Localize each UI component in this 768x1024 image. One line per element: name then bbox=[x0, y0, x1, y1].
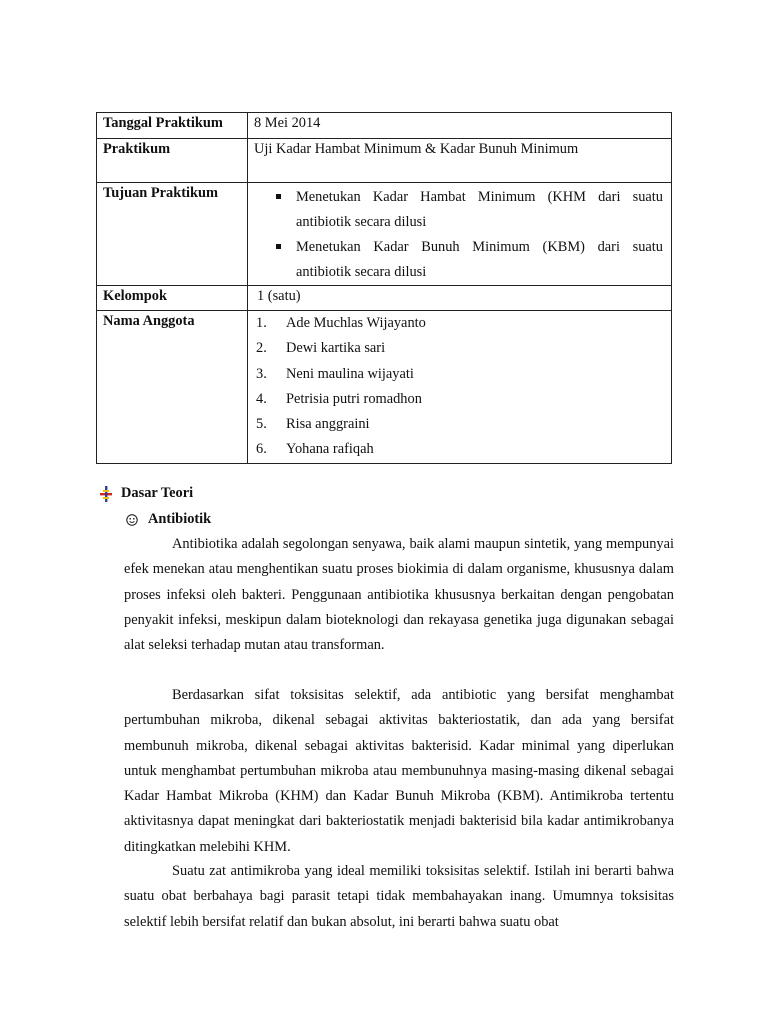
smiley-icon bbox=[126, 514, 138, 526]
tujuan-item-text: Menetukan Kadar Bunuh Minimum (KBM) dari suatu antibiotik secara dilusi bbox=[296, 239, 663, 280]
member-name: Petrisia putri romadhon bbox=[286, 390, 422, 407]
member-number: 4. bbox=[256, 390, 267, 407]
subsection-heading bbox=[126, 511, 211, 528]
member-name: Ade Muchlas Wijayanto bbox=[286, 315, 426, 331]
list-item bbox=[256, 362, 663, 387]
praktikum-value: Uji Kadar Hambat Minimum & Kadar Bunuh Minimum bbox=[248, 139, 672, 183]
square-bullet-icon bbox=[276, 194, 281, 199]
section-heading-text: Dasar Teori bbox=[121, 485, 194, 501]
member-name: Yohana rafiqah bbox=[286, 441, 374, 458]
square-bullet-icon bbox=[276, 244, 281, 249]
member-number: 6. bbox=[256, 441, 267, 458]
kelompok-label: Kelompok bbox=[97, 286, 248, 311]
member-name: Neni maulina wijayati bbox=[286, 365, 414, 382]
table-row-anggota bbox=[97, 311, 672, 464]
member-number: 5. bbox=[256, 416, 267, 433]
tanggal-label: Tanggal Praktikum bbox=[97, 113, 248, 139]
table-row-tanggal bbox=[97, 113, 672, 139]
tujuan-item-text: Menetukan Kadar Hambat Minimum (KHM dari suatu antibiotik secara dilusi bbox=[296, 189, 663, 230]
tujuan-item bbox=[254, 185, 663, 235]
tujuan-item bbox=[254, 235, 663, 285]
member-name: Risa anggraini bbox=[286, 416, 370, 433]
member-number: 1. bbox=[256, 315, 267, 331]
tujuan-list bbox=[254, 185, 663, 285]
list-item bbox=[256, 412, 663, 437]
anggota-value bbox=[248, 311, 672, 464]
paragraph-3 bbox=[124, 859, 674, 935]
praktikum-info-table bbox=[96, 112, 672, 464]
table-row-kelompok bbox=[97, 286, 672, 311]
paragraph-2 bbox=[124, 683, 674, 860]
table-row-tujuan bbox=[97, 183, 672, 286]
section-heading bbox=[100, 485, 193, 502]
list-item bbox=[256, 387, 663, 412]
anggota-label: Nama Anggota bbox=[97, 311, 248, 464]
tujuan-value bbox=[248, 183, 672, 286]
tanggal-value: 8 Mei 2014 bbox=[248, 113, 672, 139]
member-name: Dewi kartika sari bbox=[286, 340, 386, 357]
table-row-praktikum bbox=[97, 139, 672, 183]
list-item bbox=[256, 437, 663, 462]
tujuan-label: Tujuan Praktikum bbox=[97, 183, 248, 286]
member-number: 2. bbox=[256, 340, 267, 357]
list-item bbox=[256, 311, 663, 336]
member-number: 3. bbox=[256, 365, 267, 382]
anggota-list bbox=[256, 311, 663, 463]
subsection-heading-text: Antibiotik bbox=[148, 511, 212, 527]
paragraph-text: Suatu zat antimikroba yang ideal memiliki toksisitas selektif. Istilah ini berarti bahwa suatu obat berbahaya bagi parasit tetapi tidak membahayakan inang. Umumnya toksisitas selektif lebih bersifat relatif dan bukan absolut, ini berarti bahwa suatu obat bbox=[124, 863, 674, 930]
paragraph-text: Antibiotika adalah segolongan senyawa, baik alami maupun sintetik, yang mempunyai efek menekan atau menghentikan suatu proses biokimia di dalam organisme, khususnya dalam proses infeksi oleh bakteri. Penggunaan antibiotika khususnya berkaitan dengan pengobatan penyakit infeksi, meskipun dalam bioteknologi dan rekayasa genetika juga digunakan sebagai alat seleksi terhadap mutan atau transforman. bbox=[124, 536, 674, 654]
pushpin-icon bbox=[100, 486, 112, 502]
paragraph-text: Berdasarkan sifat toksisitas selektif, ada antibiotic yang bersifat menghambat pertumbuhan mikroba, dikenal sebagai aktivitas bakteriostatik, dan ada yang bersifat membunuh mikroba, dikenal sebagai aktivitas bakterisid. Kadar minimal yang diperlukan untuk menghambat pertumbuhan mikroba atau membunuhnya masing-masing dikenal sebagai Kadar Hambat Mikroba (KHM) dan Kadar Bunuh Mikroba (KBM). Antimikroba tertentu aktivitasnya dapat meningkat dari bakteriostatik menjadi bakterisid bila kadar antimikrobanya ditingkatkan melebihi KHM. bbox=[124, 687, 674, 855]
paragraph-1 bbox=[124, 532, 674, 658]
list-item bbox=[256, 336, 663, 361]
kelompok-value: 1 (satu) bbox=[248, 286, 672, 311]
praktikum-label: Praktikum bbox=[97, 139, 248, 183]
